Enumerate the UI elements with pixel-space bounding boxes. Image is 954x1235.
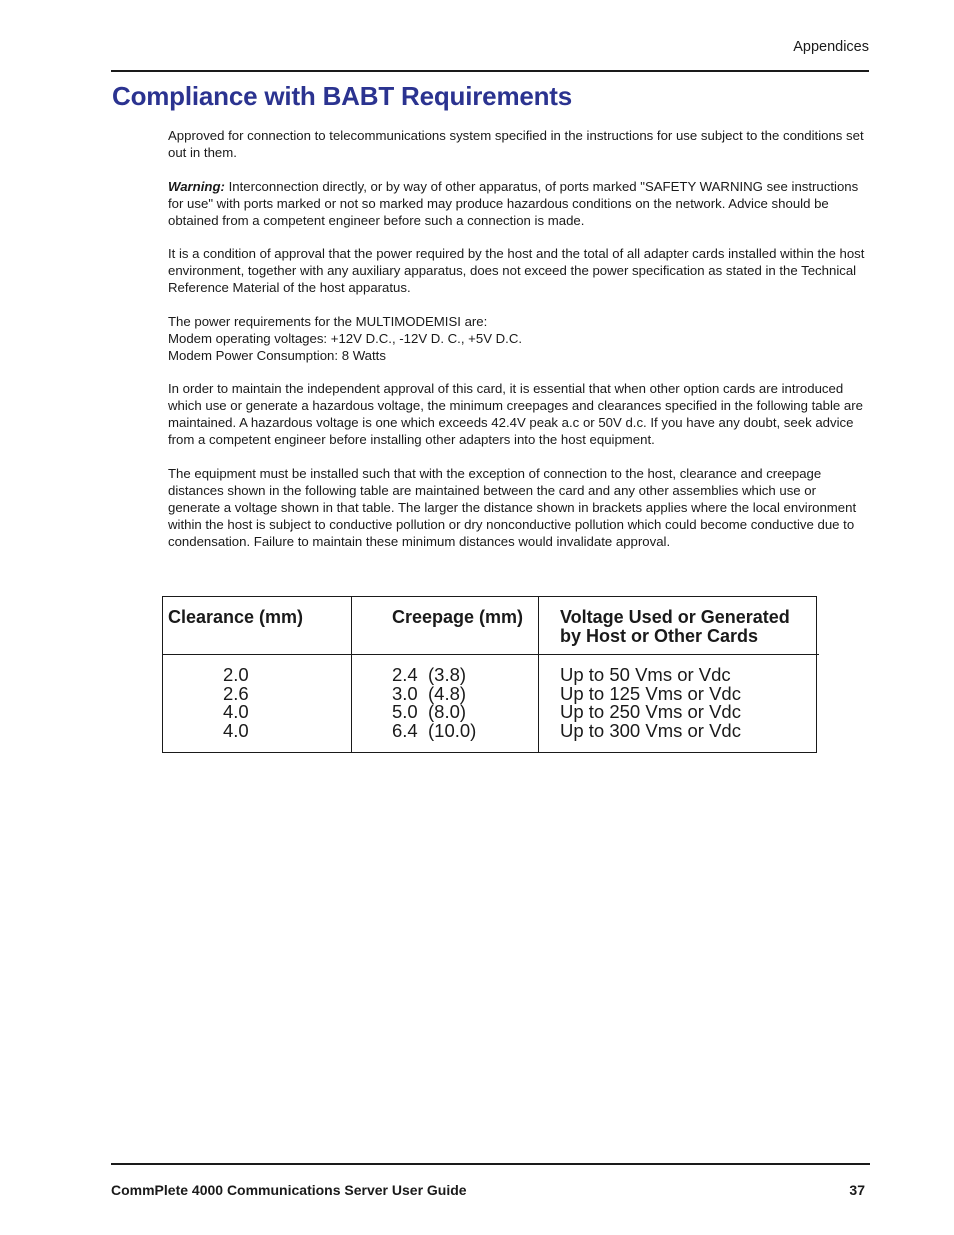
paragraph-power-requirements bbox=[168, 313, 870, 364]
header-clearance: Clearance (mm) bbox=[168, 607, 304, 627]
body-text bbox=[168, 127, 870, 566]
clearance-creepage-table bbox=[162, 596, 817, 753]
paragraph-installation: The equipment must be installed such that with the exception of connection to the host, clearance and creepage distances shown in the following table are maintained between the card and any other assemblies which use or generate a voltage shown in that table. The larger the distance shown in brackets applies where the local environment within the host is subject to conductive pollution or dry nonconductive pollution which could become conductive due to condensation. Failure to maintain these minimum distances would invalidate approval. bbox=[168, 465, 857, 549]
table-cell-voltage: Up to 125 Vms or Vdc bbox=[560, 682, 741, 704]
page-title: Compliance with BABT Requirements bbox=[112, 81, 573, 111]
power-requirements-intro: The power requirements for the MULTIMODEMISI are: bbox=[168, 313, 488, 329]
table-cell-clearance: 4.0 bbox=[223, 701, 249, 723]
paragraph-warning bbox=[168, 178, 870, 229]
operating-voltages: Modem operating voltages: +12V D.C., -12V D. C., +5V D.C. bbox=[168, 330, 523, 346]
table-cell-clearance: 4.0 bbox=[223, 720, 249, 742]
running-header: Appendices bbox=[793, 39, 869, 55]
table-cell-voltage: Up to 300 Vms or Vdc bbox=[560, 720, 741, 742]
header-divider bbox=[163, 654, 819, 655]
warning-label: Warning: bbox=[168, 178, 225, 194]
table-cell-creepage: 3.0 (4.8) bbox=[392, 682, 467, 704]
table-cell-creepage: 5.0 (8.0) bbox=[392, 701, 467, 723]
warning-text: Interconnection directly, or by way of other apparatus, of ports marked "SAFETY WARNING see instructions for use" with ports marked or not so marked may produce hazardous conditions on the network. Advice should be obtained from a competent engineer before such a connection is made. bbox=[168, 178, 859, 228]
creepage-values bbox=[392, 666, 476, 741]
clearance-values bbox=[223, 666, 249, 741]
table-cell-clearance: 2.6 bbox=[223, 682, 249, 704]
column-divider bbox=[351, 597, 352, 752]
table-cell-creepage: 2.4 (3.8) bbox=[392, 664, 467, 685]
paragraph-power-condition: It is a condition of approval that the power required by the host and the total of all adapter cards installed within the host environment, together with any auxiliary apparatus, does not exceed the power specification as stated in the Technical Reference Material of the host apparatus. bbox=[168, 246, 865, 295]
table-cell-clearance: 2.0 bbox=[223, 664, 249, 685]
paragraph-hazardous-voltage: In order to maintain the independent approval of this card, it is essential that when other option cards are introduced which use or generate a hazardous voltage, the minimum creepages and clearances specified in the following table are maintained. A hazardous voltage is one which exceeds 42.4V peak a.c or 50V d.c. If you have any doubt, seek advice from a competent engineer before installing other adapters into the host equipment. bbox=[168, 381, 863, 447]
voltage-values bbox=[560, 666, 741, 741]
paragraph-approval: Approved for connection to telecommunications system specified in the instructions for use subject to the conditions set out in them. bbox=[168, 128, 864, 160]
header-rule bbox=[111, 70, 869, 72]
table-cell-voltage: Up to 50 Vms or Vdc bbox=[560, 664, 731, 685]
table-cell-voltage: Up to 250 Vms or Vdc bbox=[560, 701, 741, 723]
footer-guide-title: CommPlete 4000 Communications Server User Guide bbox=[111, 1182, 467, 1198]
footer-rule bbox=[111, 1163, 870, 1165]
power-consumption: Modem Power Consumption: 8 Watts bbox=[168, 347, 386, 363]
header-voltage-line2: by Host or Other Cards bbox=[560, 626, 759, 646]
page-number: 37 bbox=[849, 1182, 865, 1198]
header-voltage bbox=[560, 608, 790, 646]
column-divider bbox=[538, 597, 539, 752]
header-creepage: Creepage (mm) bbox=[392, 607, 524, 627]
header-voltage-line1: Voltage Used or Generated bbox=[560, 607, 790, 627]
table-cell-creepage: 6.4 (10.0) bbox=[392, 720, 477, 742]
